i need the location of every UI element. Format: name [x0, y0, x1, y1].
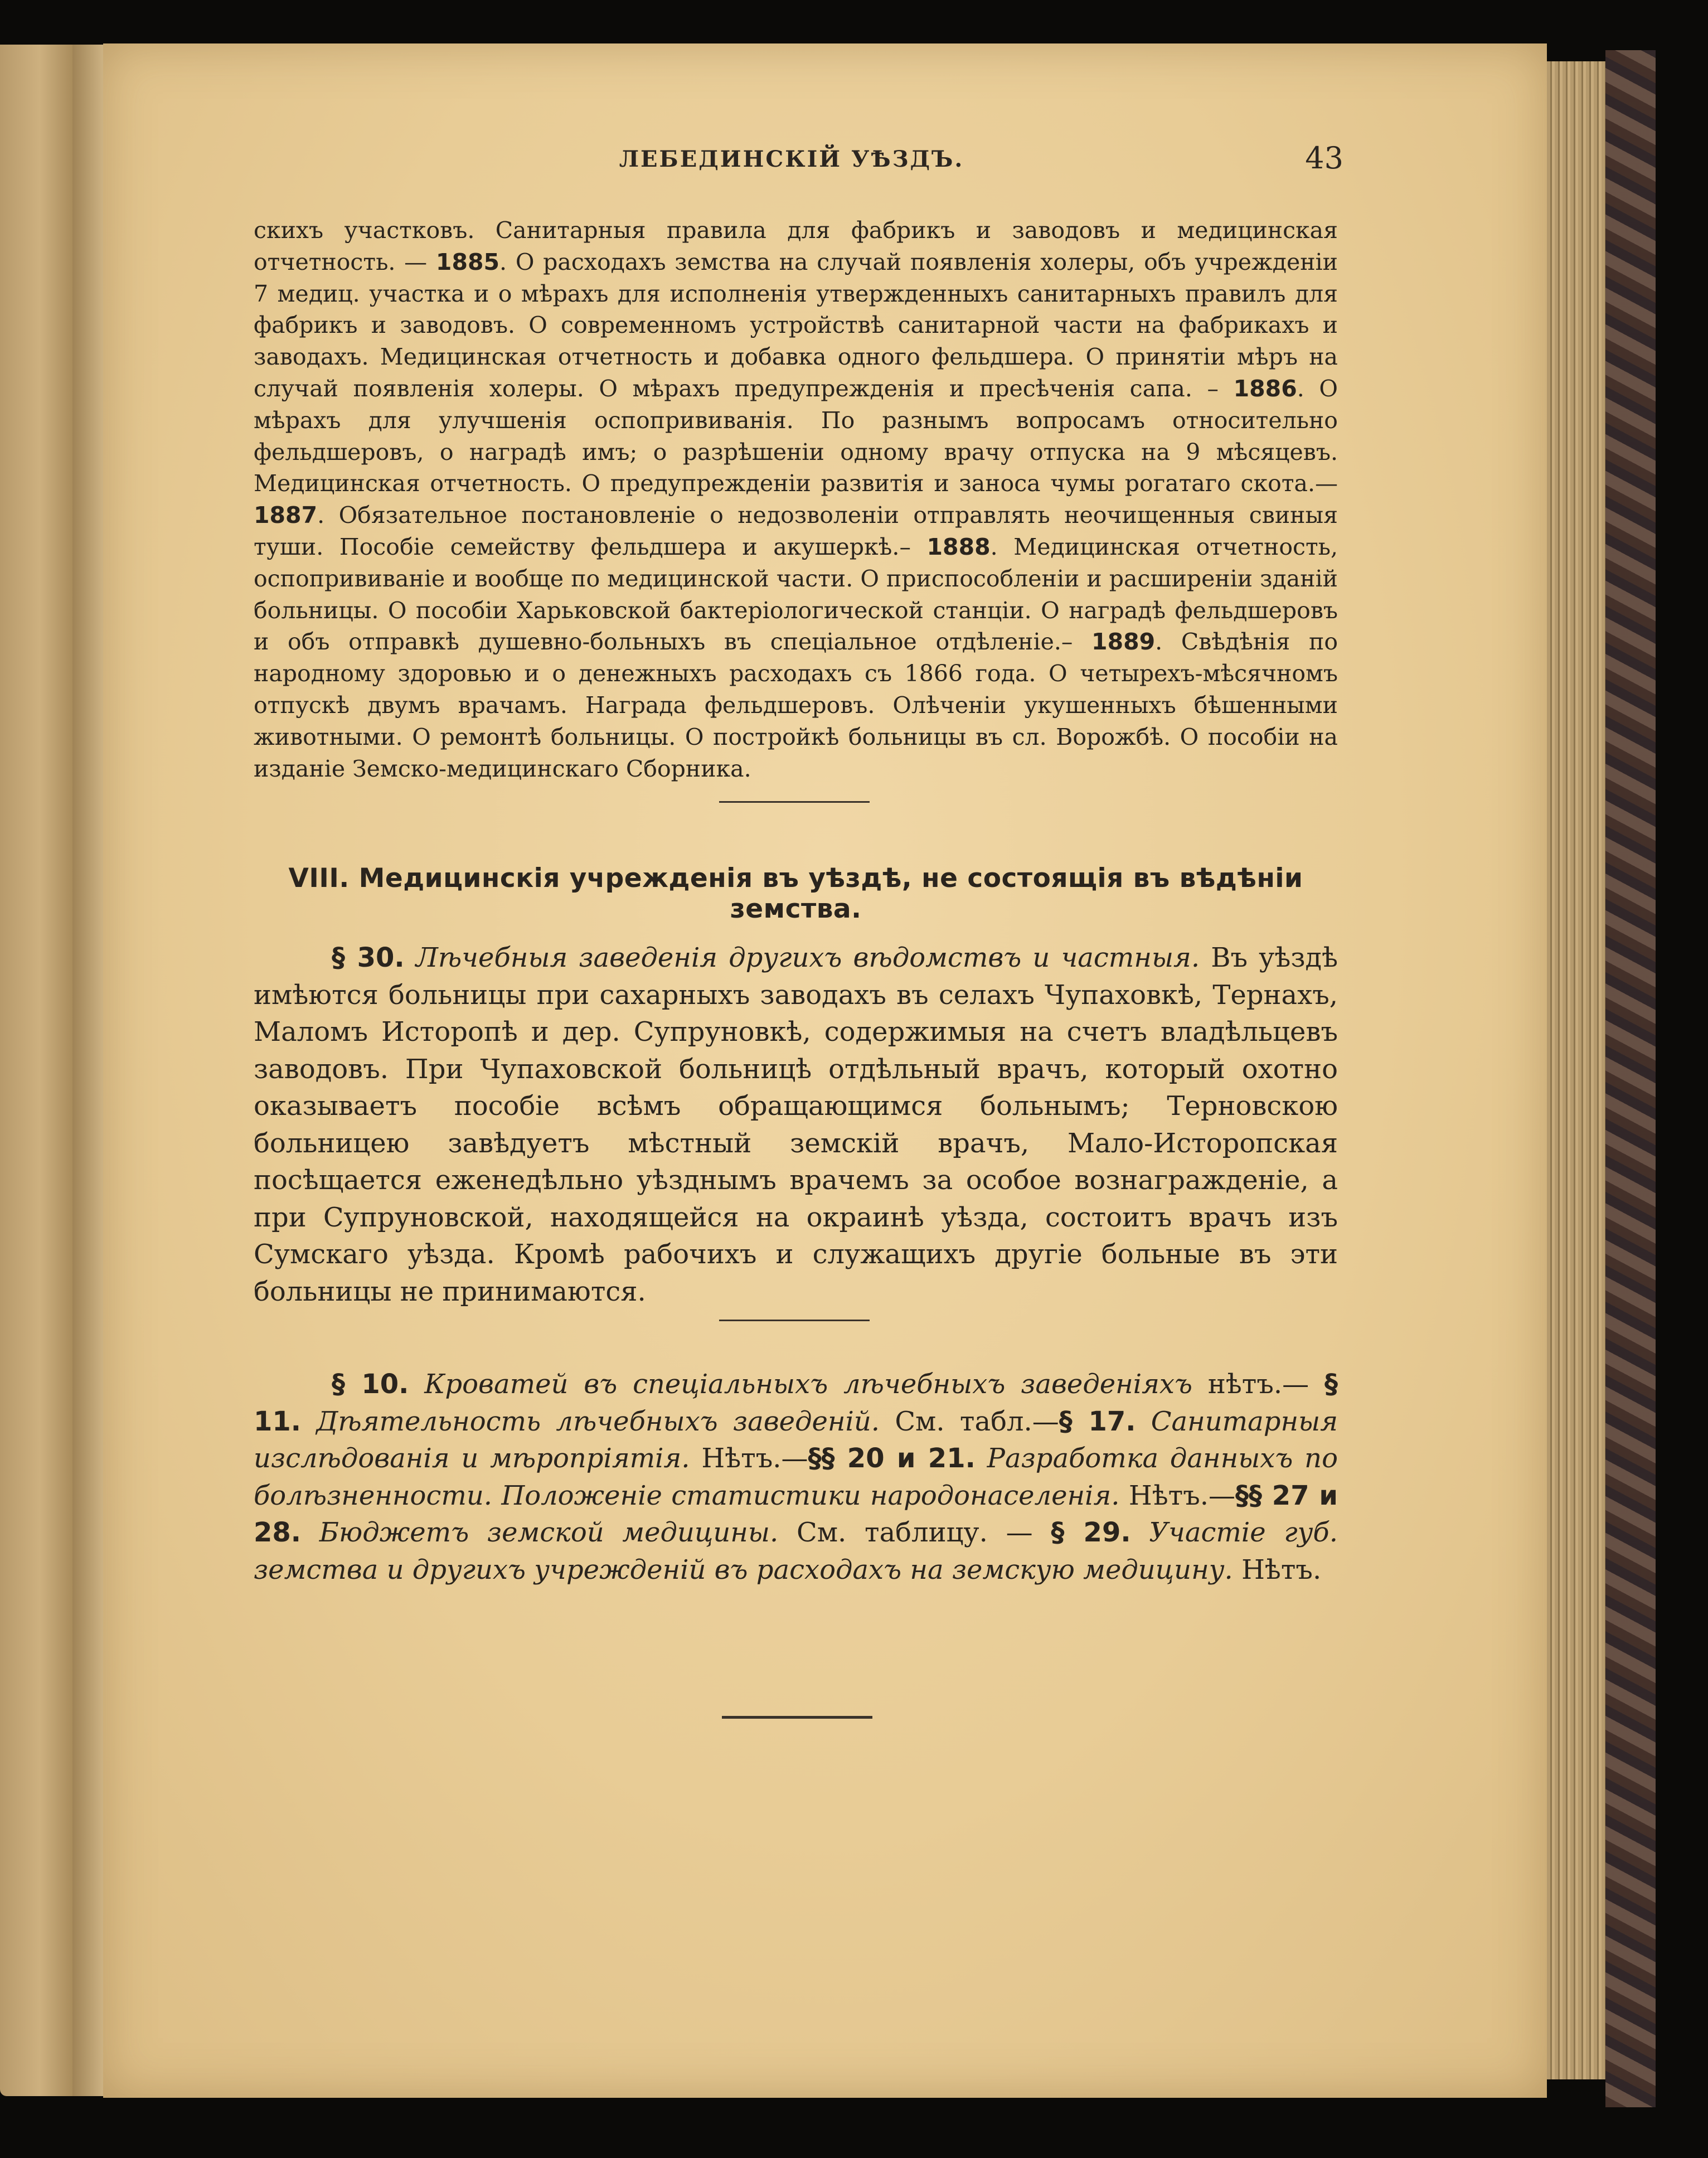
italic-title: Участіе губ. земства и другихъ учрежденій въ расходахъ на земскую медицину.: [254, 1517, 1338, 1585]
year-marker: 1888: [926, 533, 991, 560]
text-run: [409, 1369, 424, 1400]
section-number: § 11.: [254, 1369, 1338, 1437]
page-stack-edge: [1547, 61, 1605, 2079]
text-run: [1131, 1517, 1149, 1548]
text-run: . Медицинская отчетность, оспопрививаніе и вообще по медицинской части. О приспособленіи и расширеніи зданій больницы. О пособіи Харьковской бактеріологической станціи. О наградѣ фельдшеровъ и объ отправкѣ душевно-больныхъ въ спеціальное отдѣленіе.–: [254, 533, 1338, 656]
text-run: нѣтъ.—: [1192, 1369, 1324, 1400]
text-run: [1136, 1406, 1151, 1437]
paragraph-30: [254, 939, 1338, 1310]
italic-title: Лѣчебныя заведенія другихъ вѣдомствъ и частныя.: [415, 942, 1200, 973]
section-heading: VIII. Медицинскія учрежденія въ уѣздѣ, не состоящія въ вѣдѣніи земства.: [288, 863, 1303, 924]
text-run: . О расходахъ земства на случай появленія холеры, объ учрежденіи 7 медиц. участка и о мѣрахъ для исполненія утвержденныхъ санитарныхъ правилъ для фабрикъ и заводовъ. О современномъ устройствѣ санитарной части на фабрикахъ и заводахъ. Медицинская отчетность и добавка одного фельдшера. О принятіи мѣръ на случай появленія холеры. О мѣрахъ предупрежденія и пресѣченія сапа. –: [254, 248, 1338, 402]
page-header: [240, 140, 1343, 185]
text-run: См. табл.—: [880, 1405, 1059, 1437]
text-run: . О мѣрахъ для улучшенія оспопрививанія. По разнымъ вопросамъ относительно фельдшеровъ, о наградѣ имъ; о разрѣшеніи одному врачу отпуска на 9 мѣсяцевъ. Медицинская отчетность. О предупрежденіи развитія и заноса чумы рогатаго скота.—: [254, 375, 1338, 497]
text-run: [301, 1517, 319, 1548]
section-number: §§ 27 и 28.: [254, 1480, 1338, 1548]
text-run: Въ уѣздѣ имѣются больницы при сахарныхъ заводахъ въ селахъ Чупаховкѣ, Тернахъ, Маломъ Исторопѣ и дер. Супруновкѣ, содержимыя на счетъ владѣльцевъ заводовъ. При Чупаховской больницѣ отдѣльный врачъ, который охотно оказываетъ пособіе всѣмъ обращающимся больнымъ; Терновскою больницею завѣдуетъ мѣстный земскій врачъ, Мало-Исторопская посѣщается еженедѣльно уѣзднымъ врачемъ за особое вознагражденіе, а при Супруновской, находящейся на окраинѣ уѣзда, состоитъ врачъ изъ Сумскаго уѣзда. Кромѣ рабочихъ и служащихъ другіе больные въ эти больницы не принимаются.: [254, 942, 1338, 1307]
separator-rule: [719, 1320, 870, 1321]
italic-title: Дѣятельность лѣчебныхъ заведеній.: [316, 1405, 880, 1437]
text-run: . Свѣдѣнія по народному здоровью и о денежныхъ расходахъ съ 1866 года. О четырехъ-мѣсячномъ отпускѣ двумъ врачамъ. Награда фельдшеровъ. Олѣченіи укушенныхъ бѣшенными животными. О ремонтѣ больницы. О постройкѣ больницы въ сл. Ворожбѣ. О пособіи на изданіе Земско-медицинскаго Сборника.: [254, 628, 1338, 782]
page-number: 43: [1305, 140, 1343, 176]
section-number: § 29.: [1051, 1517, 1131, 1548]
italic-title: Кроватей въ спеціальныхъ лѣчебныхъ заведеніяхъ: [424, 1369, 1192, 1400]
text-run: Нѣтъ.—: [1119, 1480, 1236, 1511]
text-run: Нѣтъ.: [1233, 1554, 1322, 1585]
text-run: . Обязательное постановленіе о недозволеніи отправлять неочищенныя свиныя туши. Пособіе семейству фельдшера и акушеркѣ.–: [254, 502, 1338, 560]
italic-title: Разработка данныхъ по болѣзненности. Положеніе статистики народонаселенія.: [254, 1443, 1338, 1511]
marbled-cover: [1605, 50, 1656, 2107]
text-run: [976, 1443, 987, 1474]
end-rule: [722, 1716, 872, 1719]
italic-title: Бюджетъ земской медицины.: [319, 1517, 779, 1548]
year-marker: 1885: [435, 248, 500, 275]
paragraph-sections: [254, 1366, 1338, 1588]
section-number: §§ 20 и 21.: [808, 1443, 976, 1474]
text-run: [405, 942, 416, 973]
section-number: § 10.: [332, 1369, 409, 1400]
text-run: скихъ участковъ. Санитарныя правила для фабрикъ и заводовъ и медицинская отчетность. —: [254, 217, 1338, 275]
year-marker: 1886: [1233, 375, 1297, 402]
intro-paragraph: [254, 215, 1338, 784]
text-run: Нѣтъ.—: [690, 1443, 808, 1474]
year-marker: 1889: [1091, 628, 1156, 656]
separator-rule: [719, 801, 870, 803]
section-number: § 17.: [1059, 1405, 1136, 1437]
year-marker: 1887: [254, 502, 318, 529]
section-number: § 30.: [332, 942, 405, 973]
italic-title: Санитарныя изслѣдованія и мѣропріятія.: [254, 1405, 1338, 1474]
facing-page-edge: [0, 45, 72, 2096]
running-head: ЛЕБЕДИНСКІЙ УѢЗДЪ.: [619, 146, 964, 172]
text-run: [301, 1406, 316, 1437]
text-run: См. таблицу. —: [778, 1517, 1051, 1548]
